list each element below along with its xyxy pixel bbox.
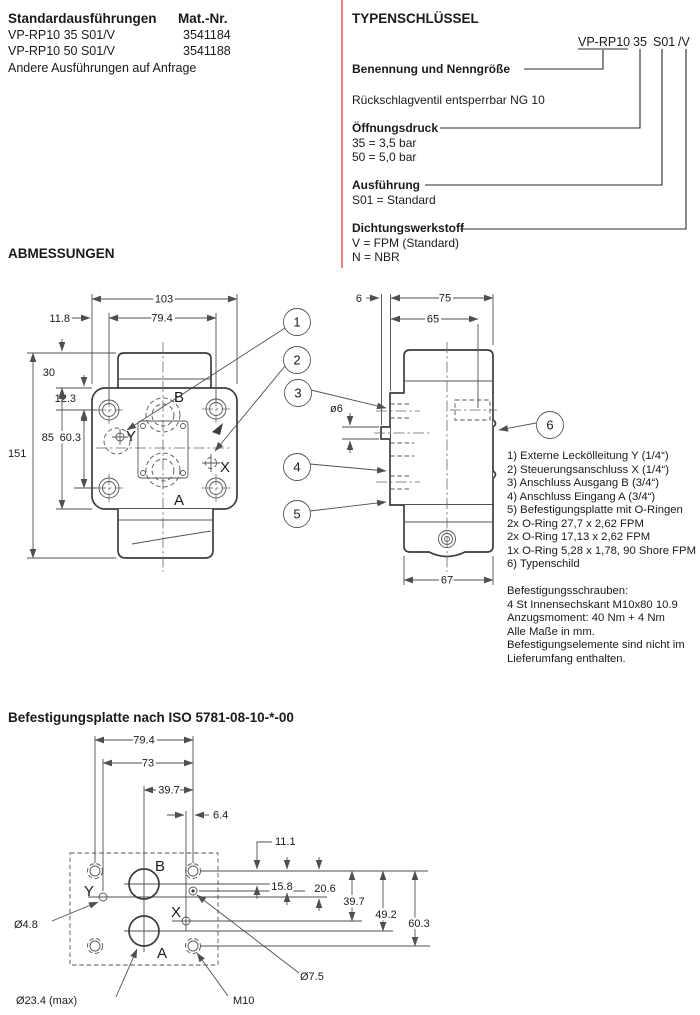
dim-depth-inner: 65 xyxy=(426,313,440,326)
dim-hole-spacing-v: 60.3 xyxy=(59,432,81,444)
port-label-x: X xyxy=(220,459,231,476)
callout-notes xyxy=(507,450,696,572)
plate-leader-labels xyxy=(14,895,324,1007)
callout-3: 3 xyxy=(294,385,302,401)
fastener-notes xyxy=(507,585,685,666)
fastener-line: Anzugsmoment: 40 Nm + 4 Nm xyxy=(507,612,665,624)
callout-4: 4 xyxy=(293,459,301,475)
label-thread: M10 xyxy=(233,995,255,1007)
fastener-line: 4 St Innensechskant M10x80 10.9 xyxy=(507,598,678,611)
dim-leak-port-dia: ø6 xyxy=(330,403,343,415)
plate-label-b: B xyxy=(155,858,166,875)
port-label-y: Y xyxy=(126,428,137,445)
dichtung-option: V = FPM (Standard) xyxy=(352,236,460,250)
note-line: 6) Typenschild xyxy=(507,558,580,570)
dim-top-offset: 12.3 xyxy=(54,393,76,405)
front-view xyxy=(8,294,237,573)
note-line: 2x O-Ring 27,7 x 2,62 FPM xyxy=(507,517,644,530)
type-code-base: VP-RP10 xyxy=(578,35,631,49)
dim-20-6: 20.6 xyxy=(314,883,336,895)
standard-note: Andere Ausführungen auf Anfrage xyxy=(8,61,197,75)
oring-bump xyxy=(493,420,496,427)
plate-label-a: A xyxy=(157,945,168,962)
fastener-line: Befestigungselemente sind nicht im xyxy=(507,639,685,651)
dim-15-8: 15.8 xyxy=(271,881,293,893)
dichtung-option: N = NBR xyxy=(352,250,400,264)
callout-1: 1 xyxy=(293,314,301,330)
callout-6: 6 xyxy=(546,417,554,433)
dim-hole-spacing-h: 79.4 xyxy=(151,312,173,325)
ausfuehrung-label: Ausführung xyxy=(352,178,420,192)
note-line: 5) Befestigungsplatte mit O-Ringen xyxy=(507,504,683,516)
dim-body-height: 85 xyxy=(41,432,54,444)
dim-39-7-top: 39.7 xyxy=(158,784,180,797)
standard-heading: Standardausführungen xyxy=(8,11,157,26)
dim-39-7-right: 39.7 xyxy=(343,896,365,908)
benennung-label: Benennung und Nenngröße xyxy=(352,62,510,76)
label-x-diameter: Ø7.5 xyxy=(300,971,324,983)
oeffnungsdruck-option: 35 = 3,5 bar xyxy=(352,136,417,150)
note-line: 2x O-Ring 17,13 x 2,62 FPM xyxy=(507,531,651,543)
dim-flange-width: 67 xyxy=(440,574,454,587)
note-line: 3) Anschluss Ausgang B (3/4“) xyxy=(507,477,659,489)
dichtung-label: Dichtungswerkstoff xyxy=(352,221,465,235)
oring-bump xyxy=(493,471,496,478)
mounting-plate-drawing xyxy=(0,728,700,1015)
fastener-line: Lieferumfang enthalten. xyxy=(507,652,626,665)
matnr-heading: Mat.-Nr. xyxy=(178,11,228,26)
fastener-line: Befestigungsschrauben: xyxy=(507,585,629,597)
port-label-a: A xyxy=(174,492,185,509)
abmessungen-heading: ABMESSUNGEN xyxy=(8,246,115,261)
m10-hole xyxy=(88,864,103,879)
m10-hole xyxy=(186,864,201,879)
dim-73: 73 xyxy=(141,757,155,770)
dim-depth-total: 75 xyxy=(438,292,452,305)
dim-11-1: 11.1 xyxy=(275,836,296,848)
benennung-value: Rückschlagventil entsperrbar NG 10 xyxy=(352,93,545,107)
label-y-diameter: Ø4.8 xyxy=(14,919,38,931)
plate-right-dimensions xyxy=(257,836,430,946)
m10-hole xyxy=(88,939,103,954)
dim-tab-height: 30 xyxy=(42,367,55,379)
typenschluessel-heading: TYPENSCHLÜSSEL xyxy=(352,11,479,26)
type-code-seal: /V xyxy=(678,35,690,49)
dim-79-4: 79.4 xyxy=(133,734,155,747)
type-key-connector-lines xyxy=(0,0,700,270)
plate-label-x: X xyxy=(171,904,182,921)
type-code-pressure: 35 xyxy=(633,35,647,49)
note-line: 2) Steuerungsanschluss X (1/4“) xyxy=(507,463,670,476)
note-line: 4) Anschluss Eingang A (3/4“) xyxy=(507,490,656,503)
port-label-b: B xyxy=(174,389,185,406)
dim-49-2: 49.2 xyxy=(375,909,397,921)
type-code-version: S01 xyxy=(653,35,676,49)
dim-60-3: 60.3 xyxy=(408,918,430,930)
side-view xyxy=(330,293,497,587)
plate-heading: Befestigungsplatte nach ISO 5781-08-10-*-00 xyxy=(8,710,294,725)
label-ba-diameter: Ø23.4 (max) xyxy=(16,995,78,1007)
pin-hole xyxy=(189,887,197,895)
note-line: 1x O-Ring 5,28 x 1,78, 90 Shore FPM xyxy=(507,544,697,557)
standard-row-type: VP-RP10 35 S01/V xyxy=(8,28,116,42)
standard-row-matnr: 3541188 xyxy=(183,44,231,58)
dim-edge-offset: 11.8 xyxy=(49,313,70,325)
dim-total-width: 103 xyxy=(154,293,174,306)
oeffnungsdruck-option: 50 = 5,0 bar xyxy=(352,150,417,164)
oeffnungsdruck-label: Öffnungsdruck xyxy=(352,121,438,135)
dim-depth-offset: 6 xyxy=(355,293,362,305)
fastener-line: Alle Maße in mm. xyxy=(507,625,595,638)
plate-top-dimensions xyxy=(95,735,228,822)
callout-2: 2 xyxy=(293,352,301,368)
callout-5: 5 xyxy=(293,506,301,522)
ausfuehrung-option: S01 = Standard xyxy=(352,193,436,207)
dim-6-4: 6.4 xyxy=(213,809,229,822)
note-line: 1) Externe Leckölleitung Y (1/4“) xyxy=(507,450,669,462)
dim-total-height: 151 xyxy=(8,448,27,460)
standard-row-matnr: 3541184 xyxy=(183,28,231,42)
standard-row-type: VP-RP10 50 S01/V xyxy=(8,44,116,58)
plate-label-y: Y xyxy=(84,883,95,900)
m10-hole xyxy=(186,939,201,954)
